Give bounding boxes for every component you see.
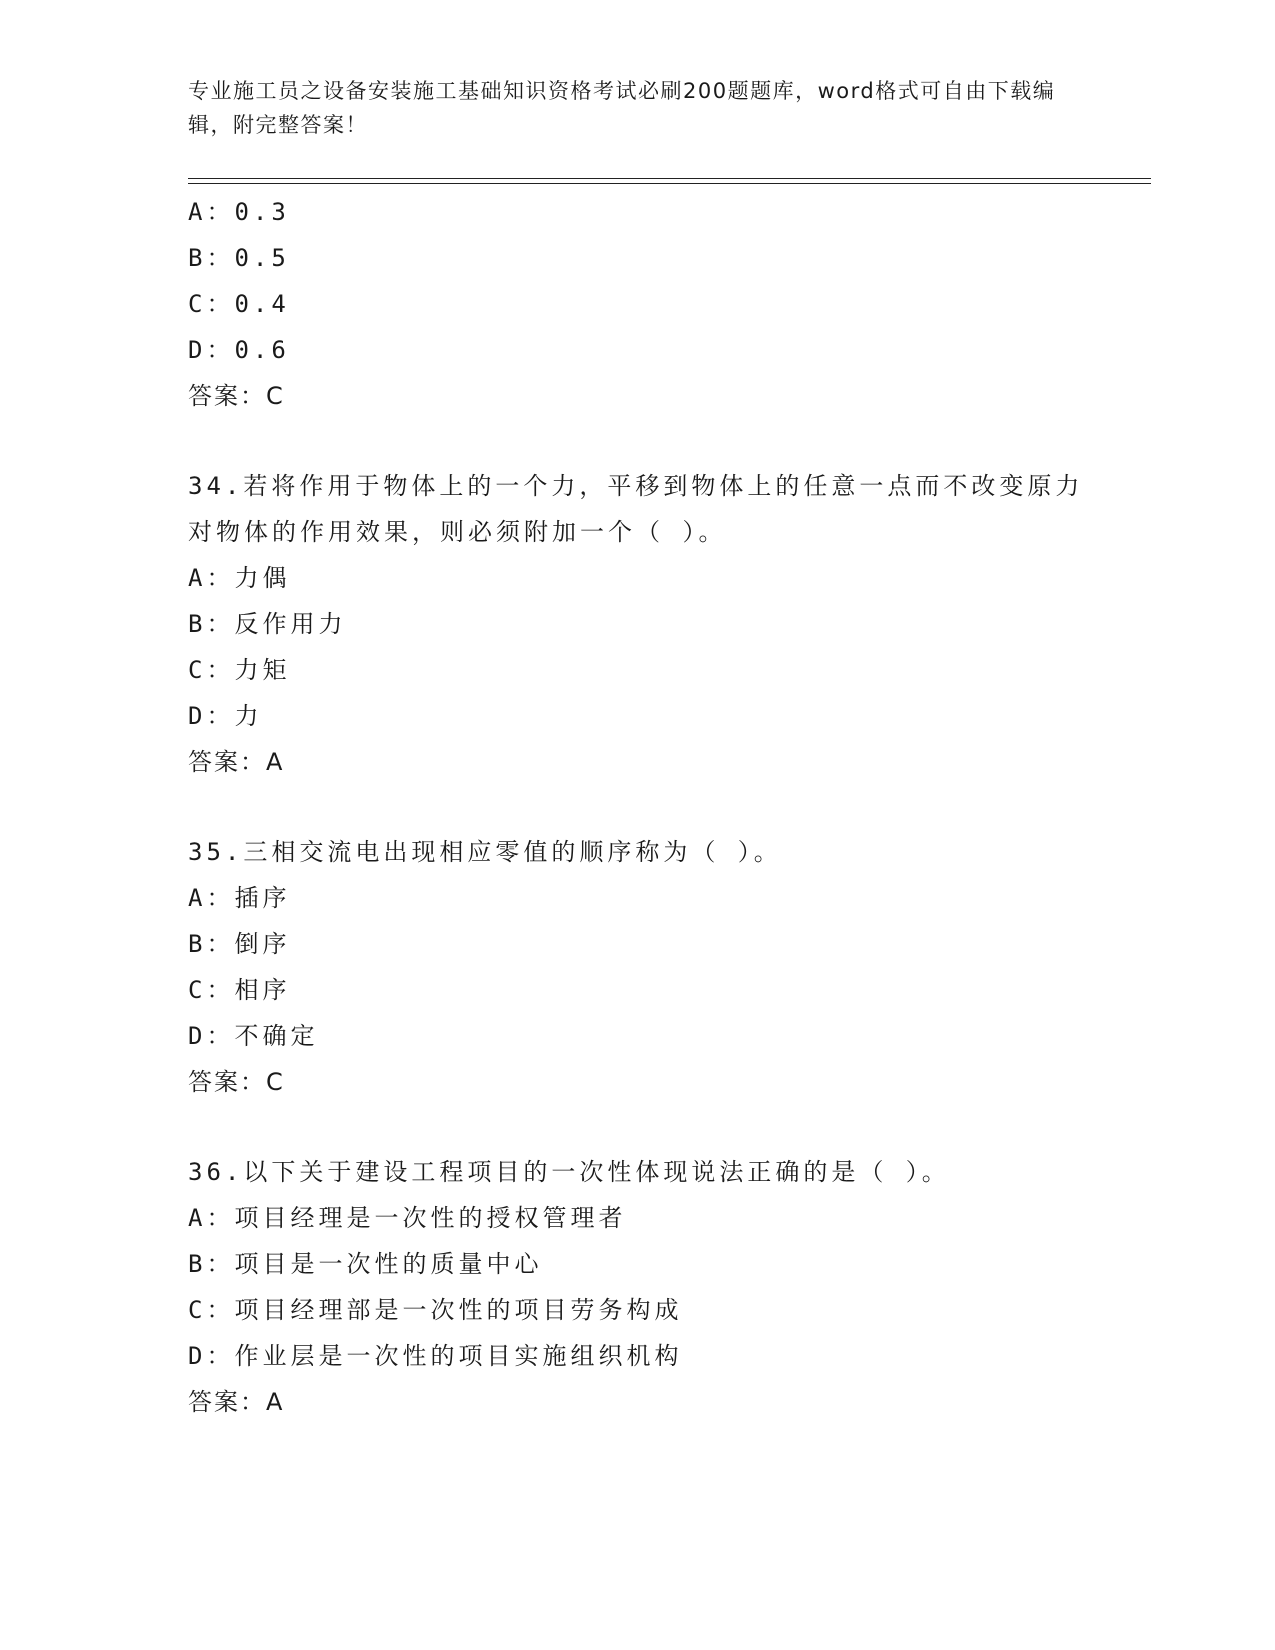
question-block <box>188 189 1088 419</box>
option-d: D：力 <box>188 702 263 730</box>
question-list <box>188 189 1088 1425</box>
spacer <box>188 419 1088 463</box>
option-b: B：0.5 <box>188 244 290 272</box>
document-header: 专业施工员之设备安装施工基础知识资格考试必刷200题题库，word格式可自由下载编辑，附完整答案！ <box>188 79 1056 137</box>
header-divider-top <box>188 178 1151 179</box>
option-c: C：0.4 <box>188 290 290 318</box>
option-c: C：相序 <box>188 976 291 1004</box>
question-text: 36.以下关于建设工程项目的一次性体现说法正确的是（ ）。 <box>188 1158 950 1186</box>
option-d: D：0.6 <box>188 336 290 364</box>
option-a: A：插序 <box>188 884 291 912</box>
option-a: A：0.3 <box>188 198 290 226</box>
answer-line: 答案：A <box>188 748 285 776</box>
option-c: C：项目经理部是一次性的项目劳务构成 <box>188 1296 683 1324</box>
option-b: B：项目是一次性的质量中心 <box>188 1250 543 1278</box>
question-text: 35.三相交流电出现相应零值的顺序称为（ ）。 <box>188 838 782 866</box>
answer-line: 答案：C <box>188 1068 285 1096</box>
option-d: D：作业层是一次性的项目实施组织机构 <box>188 1342 683 1370</box>
question-text: 34.若将作用于物体上的一个力，平移到物体上的任意一点而不改变原力对物体的作用效果，则必须附加一个（ ）。 <box>188 472 1084 546</box>
option-c: C：力矩 <box>188 656 291 684</box>
question-block <box>188 463 1088 785</box>
option-b: B：反作用力 <box>188 610 347 638</box>
answer-line: 答案：C <box>188 382 285 410</box>
option-b: B：倒序 <box>188 930 291 958</box>
answer-line: 答案：A <box>188 1388 285 1416</box>
option-d: D：不确定 <box>188 1022 319 1050</box>
spacer <box>188 1105 1088 1149</box>
option-a: A：力偶 <box>188 564 291 592</box>
option-a: A：项目经理是一次性的授权管理者 <box>188 1204 627 1232</box>
question-block <box>188 829 1088 1105</box>
question-block <box>188 1149 1088 1425</box>
spacer <box>188 785 1088 829</box>
header-divider-bottom <box>188 183 1151 184</box>
